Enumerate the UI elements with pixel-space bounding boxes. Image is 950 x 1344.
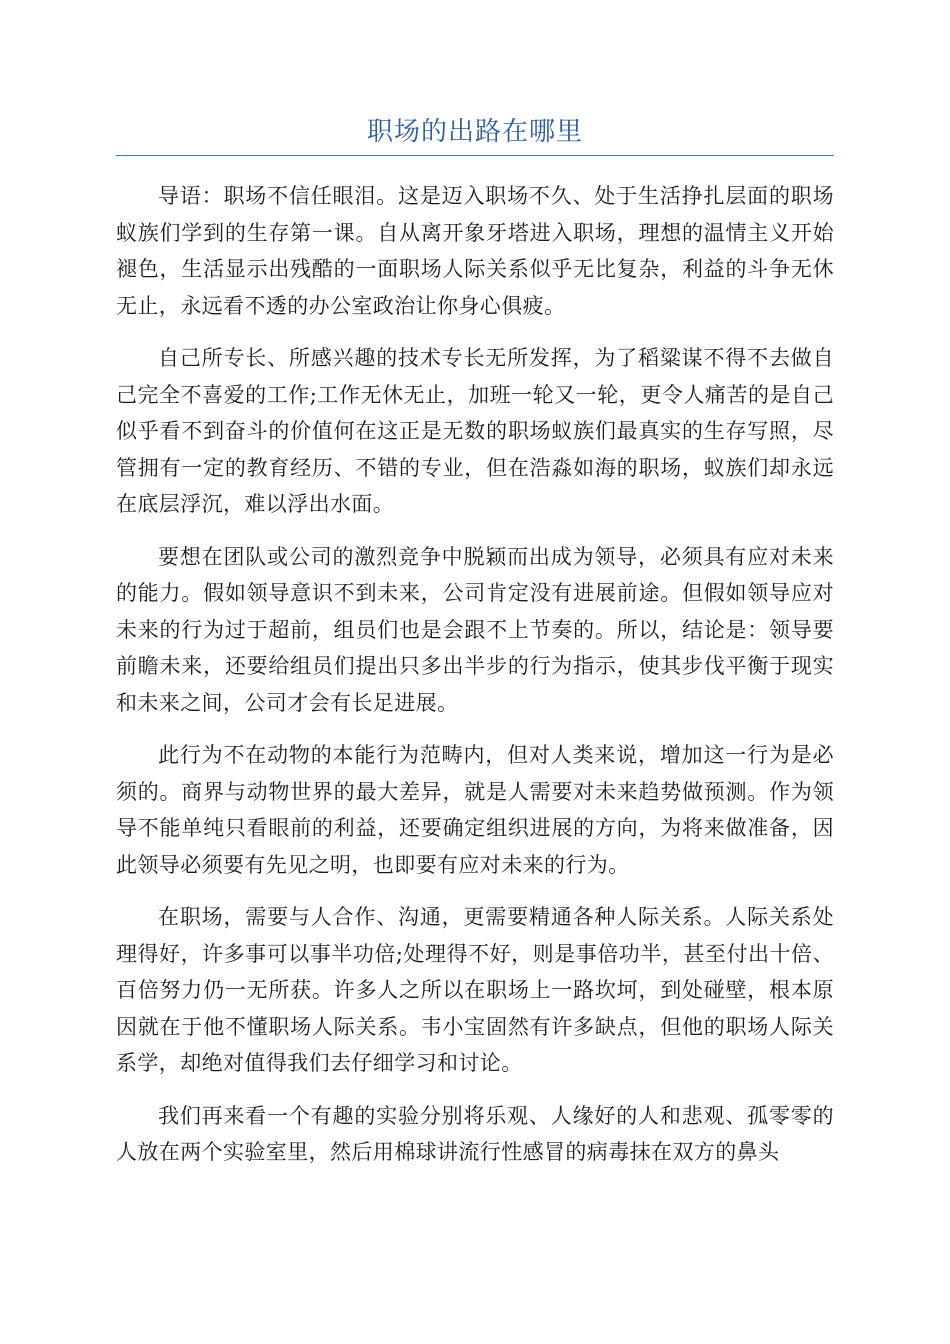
paragraph: 在职场，需要与人合作、沟通，更需要精通各种人际关系。人际关系处理得好，许多事可以事半功倍;处理得不好，则是事倍功半，甚至付出十倍、百倍努力仍一无所获。许多人之所以在职场上一路坎坷，到处碰壁，根本原因就在于他不懂职场人际关系。韦小宝固然有许多缺点，但他的职场人际关系学，却绝对值得我们去仔细学习和讨论。: [116, 905, 834, 1075]
document-title: 职场的出路在哪里: [366, 117, 583, 147]
paragraph: 此行为不在动物的本能行为范畴内，但对人类来说，增加这一行为是必须的。商界与动物世界的最大差异，就是人需要对未来趋势做预测。作为领导不能单纯只看眼前的利益，还要确定组织进展的方向，为将来做准备，因此领导必须要有先见之明，也即要有应对未来的行为。: [116, 743, 834, 877]
document-body: [116, 178, 834, 1187]
paragraph: 要想在团队或公司的激烈竞争中脱颖而出成为领导，必须具有应对未来的能力。假如领导意识不到未来，公司肯定没有进展前途。但假如领导应对未来的行为过于超前，组员们也是会跟不上节奏的。所以，结论是：领导要前瞻未来，还要给组员们提出只多出半步的行为指示，使其步伐平衡于现实和未来之间，公司才会有长足进展。: [116, 544, 834, 715]
paragraph-intro: 导语：职场不信任眼泪。这是迈入职场不久、处于生活挣扎层面的职场蚁族们学到的生存第一课。自从离开象牙塔进入职场，理想的温情主义开始褪色，生活显示出残酷的一面职场人际关系似乎无比复杂，利益的斗争无休无止，永远看不透的办公室政治让你身心俱疲。: [116, 184, 834, 318]
title-underline: [116, 155, 834, 156]
paragraph: 我们再来看一个有趣的实验分别将乐观、人缘好的人和悲观、孤零零的人放在两个实验室里，然后用棉球讲流行性感冒的病毒抹在双方的鼻头: [116, 1103, 834, 1164]
paragraph: 自己所专长、所感兴趣的技术专长无所发挥，为了稻粱谋不得不去做自己完全不喜爱的工作;工作无休无止，加班一轮又一轮，更令人痛苦的是自己似乎看不到奋斗的价值何在这正是无数的职场蚁族们最真实的生存写照，尽管拥有一定的教育经历、不错的专业，但在浩淼如海的职场，蚁族们却永远在底层浮沉，难以浮出水面。: [116, 346, 834, 516]
